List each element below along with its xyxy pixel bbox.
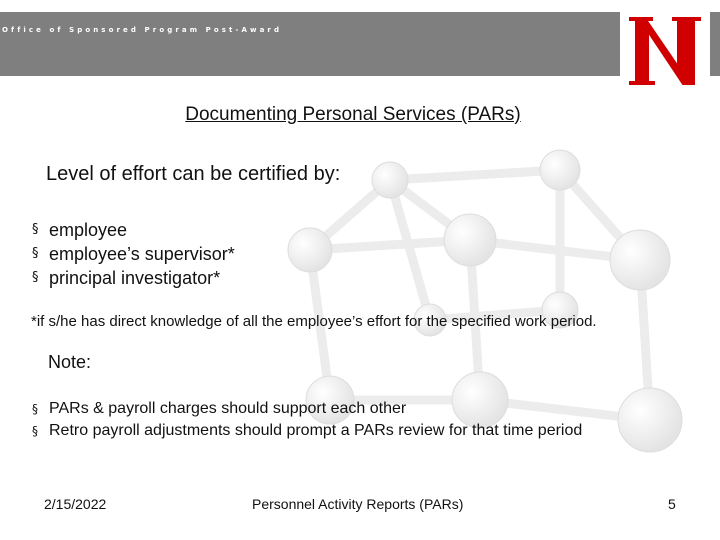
footer-title: Personnel Activity Reports (PARs) [252,496,464,512]
list-item [32,218,235,242]
list-item-text: Retro payroll adjustments should prompt a PARs review for that time period [49,422,583,439]
page-number: 5 [668,496,676,512]
bullet-icon: § [32,246,39,261]
certifier-list [32,218,235,290]
list-item [32,242,235,266]
header-band [0,12,720,76]
n-logo-icon [620,8,710,92]
org-name: Office of Sponsored Program Post-Award [2,26,283,34]
list-item [32,398,582,420]
bullet-icon: § [32,402,38,416]
list-item-text: employee’s supervisor* [49,244,235,264]
certifiers-heading: Level of effort can be certified by: [46,163,341,185]
footnote: *if s/he has direct knowledge of all the employee’s effort for the specified work period. [31,313,597,330]
bullet-icon: § [32,270,39,285]
list-item [32,420,582,442]
list-item-text: PARs & payroll charges should support each other [49,400,407,417]
notes-list [32,398,582,442]
bullet-icon: § [32,424,38,438]
list-item-text: employee [49,220,128,240]
slide-title: Documenting Personal Services (PARs) [185,104,521,125]
list-item [32,266,235,290]
footer-date: 2/15/2022 [44,496,107,512]
bullet-icon: § [32,222,39,237]
note-heading: Note: [48,352,92,372]
university-logo [620,8,710,92]
list-item-text: principal investigator* [49,268,221,288]
